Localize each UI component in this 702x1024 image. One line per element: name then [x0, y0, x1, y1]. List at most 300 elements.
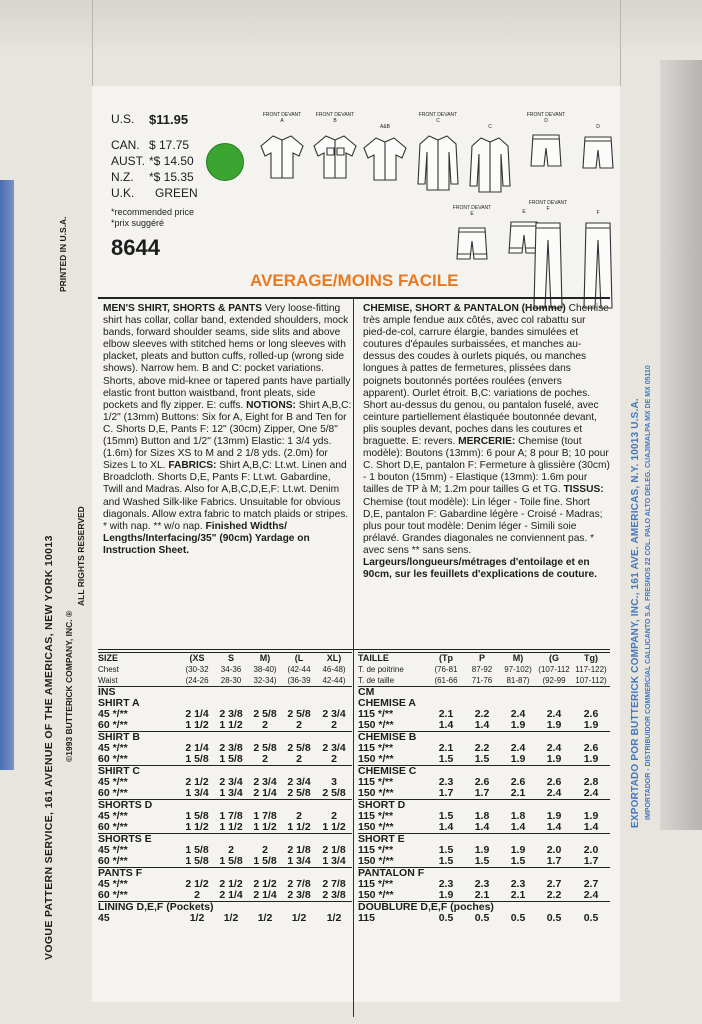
yardage-value: 2.1 — [510, 787, 526, 799]
fabric-width: 150 */** — [358, 889, 394, 901]
yardage-value: 2 1/4 — [219, 889, 243, 901]
difficulty-level: AVERAGE/MOINS FACILE — [250, 271, 459, 290]
fabric-width: 60 */** — [98, 753, 128, 765]
description-box — [98, 297, 610, 650]
garment-name: CHEMISE A — [358, 697, 416, 709]
yardage-value: 1/2 — [326, 912, 342, 924]
table-row — [98, 822, 352, 834]
yardage-value: 2.4 — [583, 889, 599, 901]
yardage-value: 2.0 — [546, 844, 562, 856]
envelope-flap-shadow — [0, 0, 702, 58]
desc-en-body: Very loose-fitting shirt has collar, collar band, extended shoulders, mock bands, forward shoulder seams, side slits and above elbow sleeves with stitched hems or long sleeves with placket, pleats and button cuffs, rolled-up (wrong side shows). Narrow hem. B and C: pocket variations. Shorts, above mid-knee or tapered pants have partially elastic front button waistband, front pleats, side pockets and fly zipper. E: cuffs. — [103, 303, 351, 411]
yardage-value: 2 7/8 — [287, 878, 311, 890]
fabric-width: 115 */** — [358, 810, 394, 822]
yardage-value: 1.7 — [474, 787, 490, 799]
yardage-value: 2 — [331, 810, 337, 822]
garment-name: SHORT D — [358, 800, 610, 812]
fabric-width: 150 */** — [358, 821, 394, 833]
yardage-value: 1.9 — [583, 753, 599, 765]
waist-label: Waist — [98, 676, 118, 685]
yardage-value: 1.9 — [546, 810, 562, 822]
fabric-width: 115 */** — [358, 776, 394, 788]
yardage-table-french — [358, 652, 610, 924]
chest-row — [98, 664, 352, 675]
shirt-front-icon — [259, 132, 305, 180]
price-row — [111, 138, 221, 153]
table-row — [98, 913, 352, 924]
price-note-en: *recommended price — [111, 207, 195, 217]
yardage-value: 1 5/8 — [185, 844, 209, 856]
view-label: A&B — [379, 124, 390, 130]
fabric-width: 150 */** — [358, 787, 394, 799]
table-row — [358, 720, 610, 732]
yardage-value: 1 1/2 — [253, 821, 277, 833]
waist-row — [358, 675, 610, 687]
lining-name: DOUBLURE D,E,F (poches) — [358, 902, 610, 914]
yardage-value: 2.6 — [583, 742, 599, 754]
yardage-value: 2.3 — [474, 878, 490, 890]
mercerie-title: MERCERIE: — [458, 436, 516, 448]
size-header: (Tp — [428, 653, 464, 665]
yardage-value: 1.8 — [510, 810, 526, 822]
long-shirt-back-icon — [468, 134, 512, 196]
size-header: P — [464, 653, 500, 665]
yardage-value: 2 3/8 — [322, 889, 346, 901]
fabric-width: 60 */** — [98, 787, 128, 799]
yardage-value: 2 — [331, 719, 337, 731]
yardage-value: 0.5 — [510, 912, 526, 924]
table-row — [98, 754, 352, 766]
waist-row — [98, 675, 352, 687]
chest-value: (30-32 — [185, 665, 209, 674]
fabric-width: 60 */** — [98, 719, 128, 731]
yardage-value: 1.5 — [510, 855, 526, 867]
yardage-value: 2 1/2 — [185, 878, 209, 890]
price-row — [111, 112, 221, 127]
shorts-back-icon — [581, 134, 615, 172]
yardage-value: 1 1/2 — [185, 821, 209, 833]
garment-name: SHORT E — [358, 834, 610, 846]
size-header: XL) — [316, 653, 352, 665]
yardage-value: 2 1/2 — [185, 776, 209, 788]
view-label: FRONT DEVANT B — [315, 112, 355, 124]
table-row — [358, 890, 610, 902]
yardage-value: 2 1/8 — [322, 844, 346, 856]
waist-value: 28-30 — [220, 676, 242, 685]
fabrics-title: FABRICS: — [168, 460, 217, 472]
yardage-value: 1.9 — [510, 753, 526, 765]
yardage-value: 1 1/2 — [219, 821, 243, 833]
yardage-value: 2.3 — [510, 878, 526, 890]
yardage-value: 3 — [331, 776, 337, 788]
shirt-pockets-icon — [312, 132, 358, 180]
envelope-crease — [620, 0, 621, 86]
yardage-value: 2 — [262, 844, 268, 856]
fabric-width: 150 */** — [358, 753, 394, 765]
mercerie-text: Chemise (tout modèle): Boutons (13mm): 6 pour A; 8 pour B; 10 pour C. Short D,E, pantalon F: Fermeture à glissière (30cm) - 1 bouton (15mm) - Elastique (13mm): 1.6m pour tailles de TP à M; 1.2m pour tailles G et TG. — [363, 436, 610, 496]
fabric-width: 45 */** — [98, 878, 128, 890]
copyright-notice: ©1993 BUTTERICK COMPANY, INC. ® — [64, 610, 74, 762]
waist-value: 71-76 — [471, 676, 493, 685]
yardage-value: 2 — [194, 889, 200, 901]
yardage-value: 1 5/8 — [253, 855, 277, 867]
yardage-value: 2.1 — [438, 708, 454, 720]
yardage-value: 1 7/8 — [219, 810, 243, 822]
yardage-value: 1.7 — [546, 855, 562, 867]
yardage-value: 2 3/4 — [322, 742, 346, 754]
fabric-width: 45 */** — [98, 776, 128, 788]
fabric-width: 60 */** — [98, 889, 128, 901]
unit-label: INS — [98, 687, 352, 699]
long-shirt-front-icon — [416, 132, 460, 194]
notions-text: Shirt A,B,C: 1/2" (13mm) Buttons: Six for A, Eight for B and Ten for C. Shorts D,E, Pants F: 12" (30cm) Zipper, One 5/8" (15mm) Button and 1/2" (13mm) Elastic: 1 3/4 yds. (1.6m) for Sizes XS to M and 2 1/8 yds. (2.0m) for Sizes L to XL. — [103, 399, 352, 472]
yardage-value: 2 1/4 — [185, 708, 209, 720]
yardage-value: 2.4 — [510, 742, 526, 754]
notions-title: NOTIONS: — [246, 399, 296, 411]
size-header: Tg) — [572, 653, 610, 665]
yardage-value: 1 3/4 — [185, 787, 209, 799]
fabrics-text: Shirt A,B,C: Lt.wt. Linen and Broadcloth. Shorts D,E, Pants F: Lt.wt. Gabardine, Twill and Madras. Also for A,B,C,D,E,F: Lt.wt. Denim and Washed Silk-like Fabrics. Unsuitable for obvious diagonals. Allow extra fabric to match plaids or stripes. * with nap. ** w/o nap. — [103, 460, 349, 532]
shorts-front-icon — [529, 132, 563, 170]
fabric-width: 150 */** — [358, 719, 394, 731]
pattern-number: 8644 — [111, 235, 160, 260]
waist-value: (92-99 — [542, 676, 566, 685]
yardage-value: 1.9 — [438, 889, 454, 901]
lining-name: LINING D,E,F (Pockets) — [98, 902, 352, 914]
yardage-value: 2.4 — [510, 708, 526, 720]
yardage-value: 2.1 — [474, 889, 490, 901]
view-label: FRONT DEVANT F — [528, 200, 568, 212]
yardage-table-english — [98, 652, 352, 924]
yardage-value: 1.9 — [510, 844, 526, 856]
yardage-value: 1 5/8 — [185, 855, 209, 867]
yardage-value: 1.4 — [583, 821, 599, 833]
chest-label: Chest — [98, 665, 119, 674]
waist-value: (24-26 — [185, 676, 209, 685]
chest-value: 34-36 — [220, 665, 242, 674]
table-row — [358, 822, 610, 834]
view-label: FRONT DEVANT A — [262, 112, 302, 124]
table-row — [98, 788, 352, 800]
column-divider — [353, 297, 354, 1017]
yardage-value: 1.5 — [438, 844, 454, 856]
yardage-value: 2 3/4 — [253, 776, 277, 788]
fabric-width: 45 — [98, 912, 110, 924]
yardage-value: 2.6 — [546, 776, 562, 788]
chest-value: 87-92 — [471, 665, 493, 674]
description-english — [103, 303, 353, 557]
desc-fr-title: CHEMISE, SHORT & PANTALON (Homme) — [363, 303, 566, 314]
publisher-address: VOGUE PATTERN SERVICE, 161 AVENUE OF THE AMERICAS, NEW YORK 10013 — [43, 535, 55, 960]
yardage-value: 1.9 — [474, 844, 490, 856]
chest-value: (76-81 — [434, 665, 458, 674]
tissus-text: Chemise (tout modèle): Lin léger - Toile fine. Short D,E, pantalon F: Gabardine légère - Croisé - Madras; plus pour tout modèle: Denim léger - Simili soie prélavé. Grandes diagonales ne conviennent pas. * avec sens ** sans sens. — [363, 496, 603, 556]
yardage-value: 2 3/4 — [322, 708, 346, 720]
yardage-value: 1.7 — [583, 855, 599, 867]
yardage-value: 2 3/8 — [219, 708, 243, 720]
fabric-width: 115 */** — [358, 708, 394, 720]
fabric-width: 45 */** — [98, 708, 128, 720]
yardage-value: 1.5 — [474, 753, 490, 765]
size-header: M) — [500, 653, 536, 665]
yardage-value: 1/2 — [291, 912, 307, 924]
fabric-width: 45 */** — [98, 742, 128, 754]
garment-name: PANTALON F — [358, 868, 610, 880]
chest-value: 117-122) — [575, 665, 607, 674]
yardage-value: 1 1/2 — [322, 821, 346, 833]
fabric-width: 115 */** — [358, 844, 394, 856]
price-value: $ 17.75 — [149, 138, 190, 152]
desc-en-title: MEN'S SHIRT, SHORTS & PANTS — [103, 303, 263, 314]
yardage-value: 2 3/8 — [219, 742, 243, 754]
green-price-dot — [206, 143, 244, 181]
yardage-value: 1.4 — [438, 821, 454, 833]
yardage-value: 2.8 — [583, 776, 599, 788]
waist-value: (61-66 — [434, 676, 458, 685]
price-label: U.K. — [111, 186, 135, 200]
yardage-value: 2 3/4 — [287, 776, 311, 788]
table-row — [98, 890, 352, 902]
garment-name: PANTS F — [98, 868, 352, 880]
yardage-value: 2.2 — [474, 708, 490, 720]
yardage-value: 2 — [262, 753, 268, 765]
price-label: N.Z. — [111, 170, 134, 184]
price-row — [111, 154, 221, 169]
price-row — [111, 170, 221, 185]
yardage-value: 1.9 — [583, 810, 599, 822]
yardage-value: 1.9 — [510, 719, 526, 731]
cuffed-shorts-front-icon — [455, 225, 489, 265]
yardage-value: 0.5 — [583, 912, 599, 924]
yardage-value: 2 5/8 — [322, 787, 346, 799]
price-label: CAN. — [111, 138, 140, 152]
chest-value: 38-40) — [253, 665, 277, 674]
yardage-value: 2.4 — [546, 708, 562, 720]
price-value: $11.95 — [149, 112, 189, 127]
yardage-value: 2 1/2 — [253, 878, 277, 890]
waist-value: 107-112) — [575, 676, 607, 685]
yardage-value: 1 5/8 — [219, 855, 243, 867]
yardage-value: 1.9 — [546, 719, 562, 731]
yardage-value: 2 7/8 — [322, 878, 346, 890]
yardage-value: 1.9 — [546, 753, 562, 765]
yardage-value: 1.4 — [438, 719, 454, 731]
fabric-width: 115 — [358, 912, 375, 924]
yardage-value: 2 1/4 — [253, 787, 277, 799]
view-label: FRONT DEVANT C — [418, 112, 458, 124]
size-header: (L — [282, 653, 316, 665]
chest-value: (42-44 — [287, 665, 311, 674]
yardage-value: 2.6 — [474, 776, 490, 788]
view-label: FRONT DEVANT D — [526, 112, 566, 124]
view-label: F — [596, 210, 600, 216]
chest-label: T. de poitrine — [358, 665, 404, 674]
yardage-value: 2.2 — [474, 742, 490, 754]
printed-notice: PRINTED IN U.S.A. — [58, 216, 68, 292]
yardage-value: 1.5 — [438, 855, 454, 867]
exporter-line: EXPORTADO POR BUTTERICK COMPANY, INC., 161 AVE. AMERICAS, N.Y. 10013 U.S.A. — [630, 398, 641, 828]
envelope-crease — [92, 0, 93, 86]
yardage-value: 1.5 — [438, 753, 454, 765]
yardage-value: 2 — [296, 753, 302, 765]
yardage-value: 2.2 — [546, 889, 562, 901]
size-row — [358, 653, 610, 665]
yardage-value: 2 5/8 — [253, 742, 277, 754]
view-label: C — [488, 124, 492, 130]
yardage-value: 1.4 — [510, 821, 526, 833]
size-header: S — [214, 653, 248, 665]
yardage-value: 2 5/8 — [287, 787, 311, 799]
yardage-value: 2.7 — [546, 878, 562, 890]
yardage-value: 2.4 — [546, 742, 562, 754]
yardage-value: 1.5 — [474, 855, 490, 867]
fabric-width: 115 */** — [358, 878, 394, 890]
desc-fr-body: Chemise très ample fendue aux côtés, avec col rabattu sur pied-de-col, carrure élargie, bandes simulées et coutures d'épaules surbaissées, et manches au-dessus des coudes à ourlets piqués, ou manches longues à pattes de fermetures, plissées dans poignets boutonnés portées roulées (envers apparent). Ourlet étroit. B,C: variations de poches. Short au-dessus du genou, ou pantalon fuselé, avec ceinture partiellement élastiquée boutonnée devant, plis souples devant, poches dans les coutures et braguette. E: revers. — [363, 303, 609, 448]
yardage-value: 1 3/4 — [322, 855, 346, 867]
yardage-value: 1 3/4 — [219, 787, 243, 799]
yardage-value: 2.6 — [510, 776, 526, 788]
yardage-value: 2 — [296, 810, 302, 822]
yardage-value: 1 1/2 — [219, 719, 243, 731]
yardage-value: 1.4 — [474, 821, 490, 833]
fabric-width: 45 */** — [98, 810, 128, 822]
size-row — [98, 653, 352, 665]
yardage-value: 1 5/8 — [185, 810, 209, 822]
yardage-value: 1.7 — [438, 787, 454, 799]
yardage-value: 0.5 — [546, 912, 562, 924]
largeurs-note: Largeurs/longueurs/métrages d'entoilage et en 90cm, sur les feuillets d'explications de couture. — [363, 556, 597, 581]
yardage-value: 2 1/4 — [253, 889, 277, 901]
yardage-value: 2 — [331, 753, 337, 765]
yardage-value: 2 — [228, 844, 234, 856]
table-row — [98, 720, 352, 732]
garment-name: SHIRT C — [98, 766, 352, 778]
fabric-width: 60 */** — [98, 821, 128, 833]
garment-name: CHEMISE C — [358, 766, 610, 778]
garment-name: SHIRT A — [98, 697, 140, 709]
size-header: (G — [536, 653, 572, 665]
yardage-value: 1.9 — [583, 719, 599, 731]
garment-name: SHORTS D — [98, 800, 352, 812]
garment-name: SHIRT B — [98, 732, 352, 744]
importer-line: IMPORTADOR - DISTRIBUIDOR COMMERCIAL CALLICANTO S.A. FRESNOS 22 COL. PALO ALTO DELEG. CUAJIMALPA MX DE MX 05110 — [645, 365, 652, 820]
yardage-value: 1.4 — [474, 719, 490, 731]
yardage-value: 2 5/8 — [287, 708, 311, 720]
price-label: U.S. — [111, 112, 135, 126]
yardage-value: 2.6 — [583, 708, 599, 720]
yardage-value: 2 1/2 — [219, 878, 243, 890]
size-label: SIZE — [98, 653, 180, 665]
yardage-value: 2.7 — [583, 878, 599, 890]
yardage-value: 2.4 — [546, 787, 562, 799]
yardage-value: 0.5 — [438, 912, 454, 924]
price-value: *$ 15.35 — [149, 170, 194, 184]
view-label: E — [522, 209, 526, 215]
size-label: TAILLE — [358, 653, 428, 665]
inner-pattern-edge-blue — [0, 180, 14, 770]
price-row — [111, 186, 221, 201]
yardage-value: 2.3 — [438, 878, 454, 890]
tissus-title: TISSUS: — [563, 484, 604, 496]
waist-value: 42-44) — [322, 676, 346, 685]
waist-value: 32-34) — [253, 676, 277, 685]
finished-note: Finished Widths/ Lengths/Interfacing/35" (90cm) Yardage on Instruction Sheet. — [103, 520, 310, 556]
yardage-value: 1.8 — [474, 810, 490, 822]
waist-value: 81-87) — [506, 676, 530, 685]
yardage-value: 1/2 — [189, 912, 205, 924]
table-row — [358, 856, 610, 868]
unit-label: CM — [358, 687, 610, 699]
table-row — [98, 856, 352, 868]
yardage-value: 2.3 — [438, 776, 454, 788]
yardage-value: 2 5/8 — [287, 742, 311, 754]
price-label: AUST. — [111, 154, 146, 168]
garment-name: SHORTS E — [98, 834, 352, 846]
group-header-row — [98, 834, 352, 846]
yardage-value: 2 — [296, 719, 302, 731]
yardage-value: 2 1/4 — [185, 742, 209, 754]
view-label: D — [596, 124, 600, 130]
yardage-value: 2 5/8 — [253, 708, 277, 720]
fabric-width: 115 */** — [358, 742, 394, 754]
yardage-value: 1 1/2 — [185, 719, 209, 731]
yardage-value: 1 3/4 — [287, 855, 311, 867]
yardage-value: 2 3/4 — [219, 776, 243, 788]
chest-value: 46-48) — [322, 665, 346, 674]
inner-pattern-edge — [660, 60, 702, 830]
view-label: FRONT DEVANT E — [452, 205, 492, 217]
garment-name: CHEMISE B — [358, 732, 610, 744]
price-note — [111, 207, 194, 229]
rights-notice: ALL RIGHTS RESERVED — [76, 506, 86, 606]
yardage-value: 1 7/8 — [253, 810, 277, 822]
description-french — [363, 303, 611, 581]
yardage-value: 0.5 — [474, 912, 490, 924]
price-value: *$ 14.50 — [149, 154, 194, 168]
shirt-back-icon — [362, 134, 408, 182]
yardage-value: 1 5/8 — [219, 753, 243, 765]
yardage-value: 2.0 — [583, 844, 599, 856]
yardage-value: 2.4 — [583, 787, 599, 799]
size-header: (XS — [180, 653, 214, 665]
yardage-value: 1.4 — [546, 821, 562, 833]
price-note-fr: *prix suggéré — [111, 218, 165, 228]
yardage-value: 1/2 — [223, 912, 239, 924]
yardage-value: 2 — [262, 719, 268, 731]
yardage-value: 2 1/8 — [287, 844, 311, 856]
table-row — [358, 788, 610, 800]
table-row — [358, 754, 610, 766]
chest-value: 97-102) — [504, 665, 532, 674]
chest-value: (107-112 — [538, 665, 570, 674]
yardage-value: 2 3/8 — [287, 889, 311, 901]
yardage-value: 1.5 — [438, 810, 454, 822]
yardage-value: 1 5/8 — [185, 753, 209, 765]
chest-row — [358, 664, 610, 675]
fabric-width: 60 */** — [98, 855, 128, 867]
fabric-width: 150 */** — [358, 855, 394, 867]
yardage-value: 2.1 — [510, 889, 526, 901]
waist-value: (36-39 — [287, 676, 311, 685]
table-row — [358, 913, 610, 924]
yardage-value: 1 1/2 — [287, 821, 311, 833]
yardage-value: 2.1 — [438, 742, 454, 754]
yardage-value: 1/2 — [257, 912, 273, 924]
size-header: M) — [248, 653, 282, 665]
fabric-width: 45 */** — [98, 844, 128, 856]
waist-label: T. de taille — [358, 676, 395, 685]
price-value: GREEN — [155, 186, 198, 200]
